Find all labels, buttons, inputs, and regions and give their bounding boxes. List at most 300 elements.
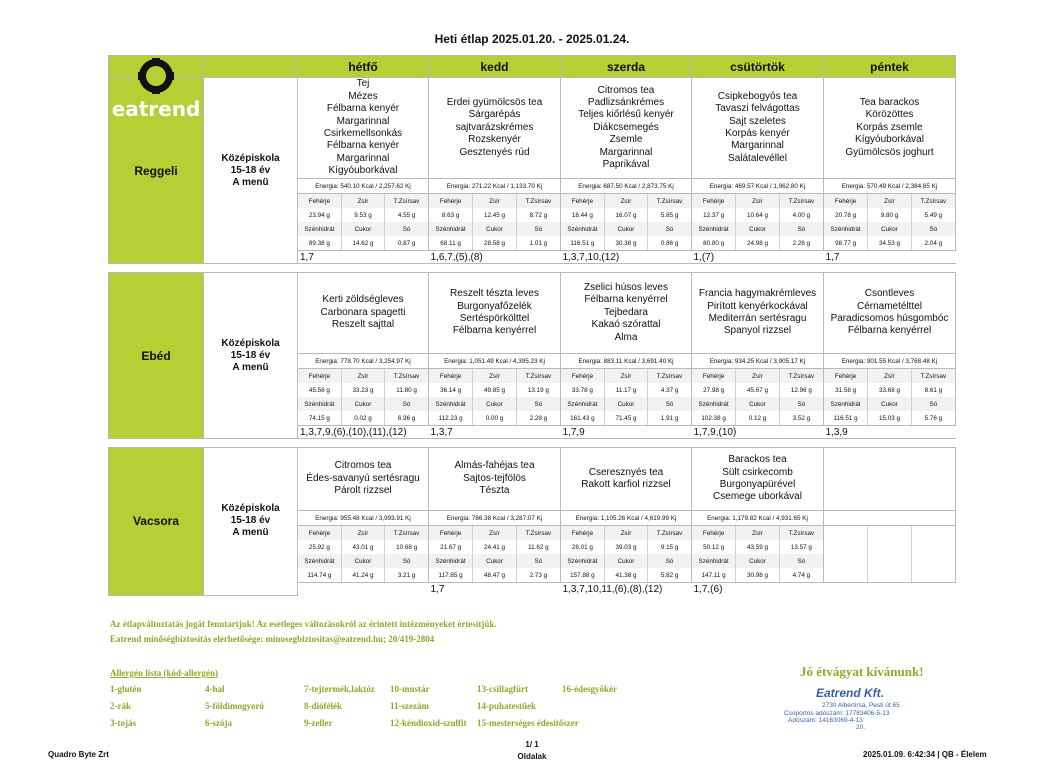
dish-item: Reszelt sajttal — [331, 319, 395, 331]
nutrient-label-row — [429, 526, 560, 540]
nutrient-value-salt: 6.96 g — [385, 411, 428, 425]
dish-item: Kígyóuborkával — [855, 134, 924, 146]
nutrient-label-fat: Zsír — [473, 194, 517, 208]
allergen-codes: 1,7,9,(10) — [693, 426, 737, 438]
nutrient-value-row — [561, 208, 691, 222]
nutrient-value-salt: 1.01 g — [516, 236, 560, 250]
day-header: szerda — [561, 56, 692, 78]
nutrient-value-row — [298, 540, 428, 554]
nutrient-label-row — [692, 397, 823, 411]
dish-item: Rakott karfiol rizzsel — [581, 479, 671, 490]
dish-item: Sertéspörkölttel — [459, 313, 530, 324]
dish-item: Mediterrán sertésragu — [708, 313, 807, 324]
nutrient-value-protein: 25.92 g — [308, 543, 330, 551]
nutrient-label-salt: Só — [648, 397, 691, 411]
nutrient-value-row — [298, 411, 428, 425]
nutrient-value-row — [824, 208, 955, 222]
dish-item: Zsemle — [609, 134, 643, 146]
nutrient-label-protein: Fehérje — [429, 369, 473, 383]
nutrient-value-protein: 33.78 g — [571, 386, 593, 394]
footer-timestamp: 2025.01.09. 6:42:34 | QB - Élelem — [863, 750, 987, 759]
nutrient-label-row — [561, 554, 691, 568]
nutrient-label-salt: Só — [516, 222, 560, 236]
nutrient-cell — [561, 194, 692, 251]
allergen-item: 13-csillagfürt — [477, 684, 528, 694]
nutrient-value-carb: 112.23 g — [438, 414, 463, 422]
meal-separator — [109, 264, 956, 273]
nutrient-value-sat: 10.68 g — [385, 540, 428, 554]
energy-value: Energia: 955.48 Kcal / 3,993.91 Kj — [298, 511, 429, 526]
energy-value: Energia: 883.11 Kcal / 3,691.40 Kj — [561, 354, 692, 369]
nutrient-empty — [824, 526, 868, 540]
dish-item: Tavaszi felvágottas — [715, 103, 800, 115]
nutrient-value-salt: 3.52 g — [779, 411, 823, 425]
nutrient-label-row — [298, 369, 428, 383]
nutrient-empty — [911, 554, 955, 568]
nutrient-cell — [692, 369, 824, 426]
nutrient-label-salt: Só — [779, 554, 823, 568]
dish-item: Burgonyapürével — [719, 479, 796, 490]
nutrient-value-protein: 21.67 g — [440, 543, 462, 551]
nutrient-value-fat: 10.64 g — [736, 208, 780, 222]
nutrient-value-carb: 80.80 g — [703, 239, 725, 247]
dish-item: Félbarna kenyérrel — [584, 294, 668, 306]
separator-cell — [298, 264, 429, 273]
nutrient-cell — [824, 526, 956, 583]
dish-cell — [298, 78, 429, 179]
meal-name: Vacsora — [109, 448, 204, 596]
energy-value: Energia: 271.22 Kcal / 1,133.70 Kj — [429, 179, 561, 194]
nutrient-value-carb: 116.51 g — [833, 414, 858, 422]
nutrient-value-fat: 39.03 g — [604, 540, 647, 554]
nutrient-label-row — [298, 397, 428, 411]
nutrient-label-row — [298, 554, 428, 568]
nutrient-label-salt: Só — [385, 222, 428, 236]
nutrient-empty — [824, 540, 868, 554]
nutrient-empty — [911, 526, 955, 540]
nutrient-value-salt: 2.73 g — [516, 568, 560, 582]
nutrient-empty — [911, 568, 955, 582]
nutrient-value-protein: 20.78 g — [835, 211, 857, 219]
allergen-codes: 1,3,7,10,(12) — [562, 251, 620, 263]
dish-item: Reszelt tészta leves — [450, 288, 539, 300]
dish-item: Tea barackos — [859, 96, 920, 108]
nutrient-value-protein: 8.63 g — [441, 211, 460, 219]
allergen-list-title: Allergén lista (kód-allergén) — [110, 668, 218, 678]
separator-cell — [298, 439, 429, 448]
separator-cell — [824, 439, 956, 448]
dish-item: Korpás kenyér — [725, 128, 790, 139]
nutrient-label-fat: Zsír — [473, 369, 517, 383]
meal-name: Ebéd — [109, 273, 204, 439]
separator-cell — [204, 264, 298, 273]
nutrient-value-sugar: 14.62 g — [341, 236, 384, 250]
dish-item: Burgonyafőzelék — [457, 300, 532, 312]
nutrient-label-fat: Zsír — [341, 369, 384, 383]
nutrient-value-protein: 12.37 g — [703, 211, 725, 219]
nutrient-label-sat: T.Zsírsav — [385, 369, 428, 383]
nutrient-label-row — [561, 369, 691, 383]
allergen-item: 5-földimogyoró — [205, 701, 264, 711]
nutrient-value-protein: 28.01 g — [571, 543, 593, 551]
dish-item: Barackos tea — [728, 454, 787, 466]
nutrient-value-fat: 16.07 g — [604, 208, 647, 222]
nutrient-label-protein: Fehérje — [824, 369, 868, 383]
allergen-codes: 1,7,9 — [562, 426, 585, 438]
dish-item: Gesztenyés rúd — [459, 146, 530, 158]
nutrient-value-row — [692, 236, 823, 250]
nutrient-value-sugar: 34.53 g — [868, 236, 912, 250]
dish-cell — [561, 273, 692, 354]
nutrient-label-fat: Zsír — [604, 369, 647, 383]
nutrient-value-row — [561, 568, 691, 582]
nutrient-value-salt: 2.04 g — [911, 236, 955, 250]
nutrient-label-fat: Zsír — [473, 526, 517, 540]
dish-item: Sárgarépás — [468, 109, 521, 121]
energy-value: Energia: 570.49 Kcal / 2,384.65 Kj — [824, 179, 956, 194]
allergen-item: 1-glutén — [110, 684, 142, 694]
energy-value: Energia: 1,105.26 Kcal / 4,619.99 Kj — [561, 511, 692, 526]
nutrient-value-row — [429, 236, 560, 250]
note-contact: Eatrend minőségbiztosítás elérhetősége: minosegbiztositas@eatrend.hu; 20/419-2804 — [110, 634, 435, 644]
meal-dishes-row — [109, 448, 956, 511]
separator-cell — [692, 439, 824, 448]
nutrient-label-row — [692, 526, 823, 540]
nutrient-label-carb: Szénhidrát — [298, 397, 341, 411]
nutrient-label-row — [298, 526, 428, 540]
page-title: Heti étlap 2025.01.20. - 2025.01.24. — [434, 32, 630, 46]
nutrient-value-carb: 98.77 g — [835, 239, 857, 247]
nutrient-value-sugar: 71.45 g — [604, 411, 647, 425]
menu-group-line: Középiskola — [221, 337, 280, 349]
nutrient-value-row — [692, 568, 823, 582]
nutrient-value-carb: 117.85 g — [438, 571, 463, 579]
nutrient-cell — [824, 194, 956, 251]
allergen-codes: 1,(7) — [693, 251, 715, 263]
dish-item: Margarinnal — [336, 152, 390, 164]
nutrient-label-salt: Só — [385, 554, 428, 568]
dish-cell — [692, 78, 824, 179]
nutrient-label-carb: Szénhidrát — [824, 222, 868, 236]
stamp-line: 2730 Albertirsa, Pesti út 65 — [822, 702, 900, 709]
nutrient-label-row — [429, 194, 560, 208]
nutrient-value-carb: 157.88 g — [570, 571, 595, 579]
nutrient-label-protein: Fehérje — [692, 369, 736, 383]
nutrient-cell — [692, 194, 824, 251]
nutrient-value-sugar: 30.38 g — [604, 236, 647, 250]
nutrient-label-carb: Szénhidrát — [692, 554, 736, 568]
nutrient-label-row — [692, 554, 823, 568]
dish-item: Csirkemellsonkás — [323, 128, 403, 139]
nutrient-value-row — [692, 540, 823, 554]
nutrient-label-sat: T.Zsírsav — [911, 194, 955, 208]
dish-item: Salátalevéllel — [728, 152, 787, 164]
nutrient-cell — [692, 526, 824, 583]
nutrient-label-carb: Szénhidrát — [561, 222, 604, 236]
nutrient-value-carb: 161.43 g — [570, 414, 595, 422]
day-header: csütörtök — [692, 56, 824, 78]
nutrient-value-row — [429, 568, 560, 582]
dish-item: Sajt szeletes — [729, 115, 786, 127]
nutrient-value-row — [561, 383, 691, 397]
dish-item: Francia hagymakrémleves — [698, 288, 817, 300]
dish-item: Csemege uborkával — [713, 491, 802, 503]
meal-name: Reggeli — [109, 78, 204, 264]
dish-item: Paradicsomos húsgombóc — [830, 313, 949, 324]
nutrient-label-sat: T.Zsírsav — [385, 526, 428, 540]
nutrient-label-row — [561, 222, 691, 236]
allergen-codes: 1,3,7,10,11,(6),(8),(12) — [562, 583, 663, 595]
nutrient-value-sat: 5.85 g — [648, 208, 691, 222]
dish-cell — [824, 78, 956, 179]
nutrient-cell — [429, 526, 561, 583]
energy-value: Energia: 786.38 Kcal / 3,287.07 Kj — [429, 511, 561, 526]
nutrient-value-row — [824, 383, 955, 397]
nutrient-value-protein: 45.56 g — [308, 386, 330, 394]
dish-item: Sajtos-tejfölös — [463, 472, 526, 484]
dish-cell — [824, 448, 956, 511]
dish-item: Körözöttes — [865, 109, 914, 121]
nutrient-value-protein: 18.44 g — [571, 211, 593, 219]
nutrient-label-sugar: Cukor — [473, 397, 517, 411]
nutrient-label-row — [298, 222, 428, 236]
separator-cell — [561, 439, 692, 448]
nutrient-label-row — [561, 397, 691, 411]
allergen-codes: 1,7 — [300, 251, 314, 263]
nutrient-label-salt: Só — [648, 554, 691, 568]
nutrient-label-carb: Szénhidrát — [429, 222, 473, 236]
energy-value: Energia: 1,051.49 Kcal / 4,395.23 Kj — [429, 354, 561, 369]
nutrient-value-sugar: 30.98 g — [736, 568, 780, 582]
nutrient-value-carb: 89.38 g — [308, 239, 330, 247]
dish-item: Mézes — [348, 90, 378, 102]
energy-value: Energia: 540.10 Kcal / 2,257.62 Kj — [298, 179, 429, 194]
nutrient-value-sat: 4.37 g — [648, 383, 691, 397]
nutrient-label-sat: T.Zsírsav — [911, 369, 955, 383]
logo-text: eatrend — [111, 97, 201, 121]
nutrient-value-carb: 147.11 g — [701, 571, 726, 579]
nutrient-label-sat: T.Zsírsav — [779, 194, 823, 208]
dish-item: Félbarna kenyérrel — [452, 325, 537, 337]
nutrient-label-protein: Fehérje — [429, 526, 473, 540]
meal-dishes-row — [109, 78, 956, 179]
nutrient-label-row — [429, 222, 560, 236]
nutrient-cell — [429, 194, 561, 251]
energy-value — [824, 511, 956, 526]
dish-item: Paprikával — [602, 159, 650, 171]
dish-item: Félbarna kenyér — [326, 140, 400, 152]
nutrient-value-sat: 11.80 g — [385, 383, 428, 397]
dish-item: Félbarna kenyér — [326, 103, 400, 115]
nutrient-label-salt: Só — [648, 222, 691, 236]
nutrient-label-fat: Zsír — [736, 194, 780, 208]
allergen-codes: 1,7 — [825, 251, 840, 263]
nutrient-cell — [429, 369, 561, 426]
nutrient-label-protein: Fehérje — [824, 194, 868, 208]
allergen-item: 16-édesgyökér — [562, 684, 617, 694]
menu-group — [204, 78, 298, 264]
allergen-item: 4-hal — [205, 684, 225, 694]
nutrient-value-protein: 23.94 g — [308, 211, 330, 219]
nutrient-value-row — [692, 208, 823, 222]
nutrient-label-fat: Zsír — [868, 194, 912, 208]
stamp-line: Adószám: 14163069-4-13 — [788, 717, 863, 724]
nutrient-label-carb: Szénhidrát — [824, 397, 868, 411]
nutrient-label-protein: Fehérje — [561, 194, 604, 208]
nutrient-label-sugar: Cukor — [604, 222, 647, 236]
nutrient-value-fat: 9.53 g — [341, 208, 384, 222]
nutrient-empty — [868, 554, 912, 568]
nutrient-label-fat: Zsír — [604, 194, 647, 208]
nutrient-label-row — [429, 554, 560, 568]
nutrient-value-carb: 68.11 g — [440, 239, 461, 247]
bon-appetit: Jó étvágyat kívánunk! — [800, 664, 924, 679]
energy-value: Energia: 934.25 Kcal / 3,905.17 Kj — [692, 354, 824, 369]
nutrient-label-sat: T.Zsírsav — [648, 526, 691, 540]
allergen-item: 2-rák — [110, 701, 131, 711]
nutrient-value-protein: 36.14 g — [440, 386, 462, 394]
menu-group-line: A menü — [232, 527, 269, 539]
nutrient-label-row — [692, 369, 823, 383]
nutrient-value-fat: 49.85 g — [473, 383, 517, 397]
nutrient-label-salt: Só — [911, 397, 955, 411]
nutrient-value-protein: 50.12 g — [703, 543, 725, 551]
nutrient-label-carb: Szénhidrát — [692, 222, 736, 236]
allergen-item: 3-tojás — [110, 718, 136, 728]
dish-cell — [298, 448, 429, 511]
company-stamp — [780, 686, 930, 734]
nutrient-label-protein: Fehérje — [561, 369, 604, 383]
dish-item: sajtvarázskrémes — [455, 121, 534, 133]
nutrient-value-sat: 8.72 g — [516, 208, 560, 222]
nutrient-label-sat: T.Zsírsav — [648, 194, 691, 208]
nutrient-value-sat: 9.15 g — [648, 540, 691, 554]
nutrient-label-sugar: Cukor — [341, 554, 384, 568]
separator-cell — [204, 439, 298, 448]
nutrient-label-row — [429, 397, 560, 411]
dish-item: Gyümölcsös joghurt — [845, 146, 934, 158]
dish-item: Korpás zsemle — [856, 121, 923, 133]
nutrient-value-row — [561, 540, 691, 554]
dish-item: Padlizsánkrémes — [587, 96, 665, 108]
nutrient-cell — [824, 369, 956, 426]
nutrient-label-row — [429, 369, 560, 383]
nutrient-label-salt: Só — [779, 397, 823, 411]
nutrient-value-carb: 102.38 g — [701, 414, 726, 422]
nutrient-value-row — [298, 236, 428, 250]
nutrient-label-sat: T.Zsírsav — [385, 194, 428, 208]
allergen-codes: 1,7 — [430, 583, 445, 595]
nutrient-value-sat: 8.61 g — [911, 383, 955, 397]
nutrient-value-protein: 27.98 g — [703, 386, 725, 394]
allergen-codes: 1,7,(6) — [693, 583, 723, 595]
nutrient-label-carb: Szénhidrát — [692, 397, 736, 411]
nutrient-value-fat: 33.68 g — [868, 383, 912, 397]
nutrient-label-sugar: Cukor — [868, 222, 912, 236]
dish-item: Diákcsemegés — [593, 121, 659, 133]
nutrient-label-protein: Fehérje — [298, 369, 341, 383]
nutrient-cell — [298, 194, 429, 251]
nutrient-label-sat: T.Zsírsav — [648, 369, 691, 383]
allergen-codes: 1,3,9 — [825, 426, 848, 438]
allergen-item: 15-mesterséges édesítőszer — [477, 718, 579, 728]
nutrient-value-sugar: 28.58 g — [473, 236, 517, 250]
nutrient-label-row — [824, 194, 955, 208]
menu-group-line: A menü — [232, 176, 269, 188]
dish-item: Margarinnal — [336, 115, 390, 127]
nutrient-label-row — [824, 222, 955, 236]
nutrient-value-sat: 13.57 g — [779, 540, 823, 554]
nutrient-label-sugar: Cukor — [341, 222, 384, 236]
nutrient-label-carb: Szénhidrát — [429, 554, 473, 568]
nutrient-label-sat: T.Zsírsav — [779, 526, 823, 540]
nutrient-value-row — [561, 236, 691, 250]
nutrient-value-sugar: 0.00 g — [473, 411, 517, 425]
nutrient-value-fat: 12.45 g — [473, 208, 517, 222]
day-header: péntek — [824, 56, 956, 78]
nutrient-value-carb: 74.15 g — [308, 414, 330, 422]
stamp-name: Eatrend Kft. — [816, 686, 885, 700]
dish-item: Párolt rizzsel — [334, 485, 392, 497]
nutrient-label-row — [692, 222, 823, 236]
allergen-codes — [298, 583, 429, 596]
nutrient-value-salt: 0.87 g — [385, 236, 428, 250]
nutrient-value-carb: 114.74 g — [307, 571, 332, 579]
dish-item: Tej — [356, 78, 370, 90]
dish-item: Spanyol rizzsel — [723, 325, 792, 337]
dish-item: Teljes kiőrlésű kenyér — [578, 109, 674, 121]
nutrient-label-sugar: Cukor — [341, 397, 384, 411]
nutrient-label-fat: Zsír — [341, 194, 384, 208]
separator-cell — [429, 439, 561, 448]
nutrient-label-sugar: Cukor — [736, 397, 780, 411]
nutrient-label-protein: Fehérje — [298, 194, 341, 208]
nutrient-value-protein: 31.58 g — [835, 386, 857, 394]
separator-cell — [429, 264, 561, 273]
nutrient-value-row — [824, 411, 955, 425]
dish-item: Sült csirkecomb — [722, 466, 793, 478]
dish-cell — [429, 78, 561, 179]
nutrient-value-row — [692, 383, 823, 397]
nutrient-value-carb: 116.51 g — [570, 239, 595, 247]
nutrient-label-salt: Só — [516, 397, 560, 411]
nutrient-cell — [561, 526, 692, 583]
nutrient-value-fat: 24.41 g — [473, 540, 517, 554]
dish-item: Pirított kenyérkockával — [707, 300, 808, 312]
nutrient-value-salt: 2.26 g — [779, 236, 823, 250]
dish-cell — [692, 273, 824, 354]
nutrient-empty — [868, 568, 912, 582]
dish-cell — [429, 448, 561, 511]
dish-item: Csontleves — [864, 288, 915, 300]
dish-cell — [692, 448, 824, 511]
dish-item: Csipkebogyós tea — [717, 90, 798, 102]
day-header: kedd — [429, 56, 561, 78]
nutrient-label-protein: Fehérje — [429, 194, 473, 208]
dish-item: Tészta — [479, 485, 510, 497]
dish-item: Édes-savanyú sertésragu — [306, 472, 420, 484]
page-number: 1/ 1 — [525, 740, 539, 749]
menu-group — [204, 273, 298, 439]
nutrient-empty — [868, 540, 912, 554]
allergen-item: 9-zeller — [304, 718, 333, 728]
pages-label: Oldalak — [517, 752, 547, 761]
dish-item: Margarinnal — [599, 146, 653, 158]
nutrient-label-row — [561, 526, 691, 540]
nutrient-value-row — [298, 383, 428, 397]
dish-item: Erdei gyümölcsös tea — [446, 96, 543, 108]
dish-item: Alma — [614, 331, 638, 343]
